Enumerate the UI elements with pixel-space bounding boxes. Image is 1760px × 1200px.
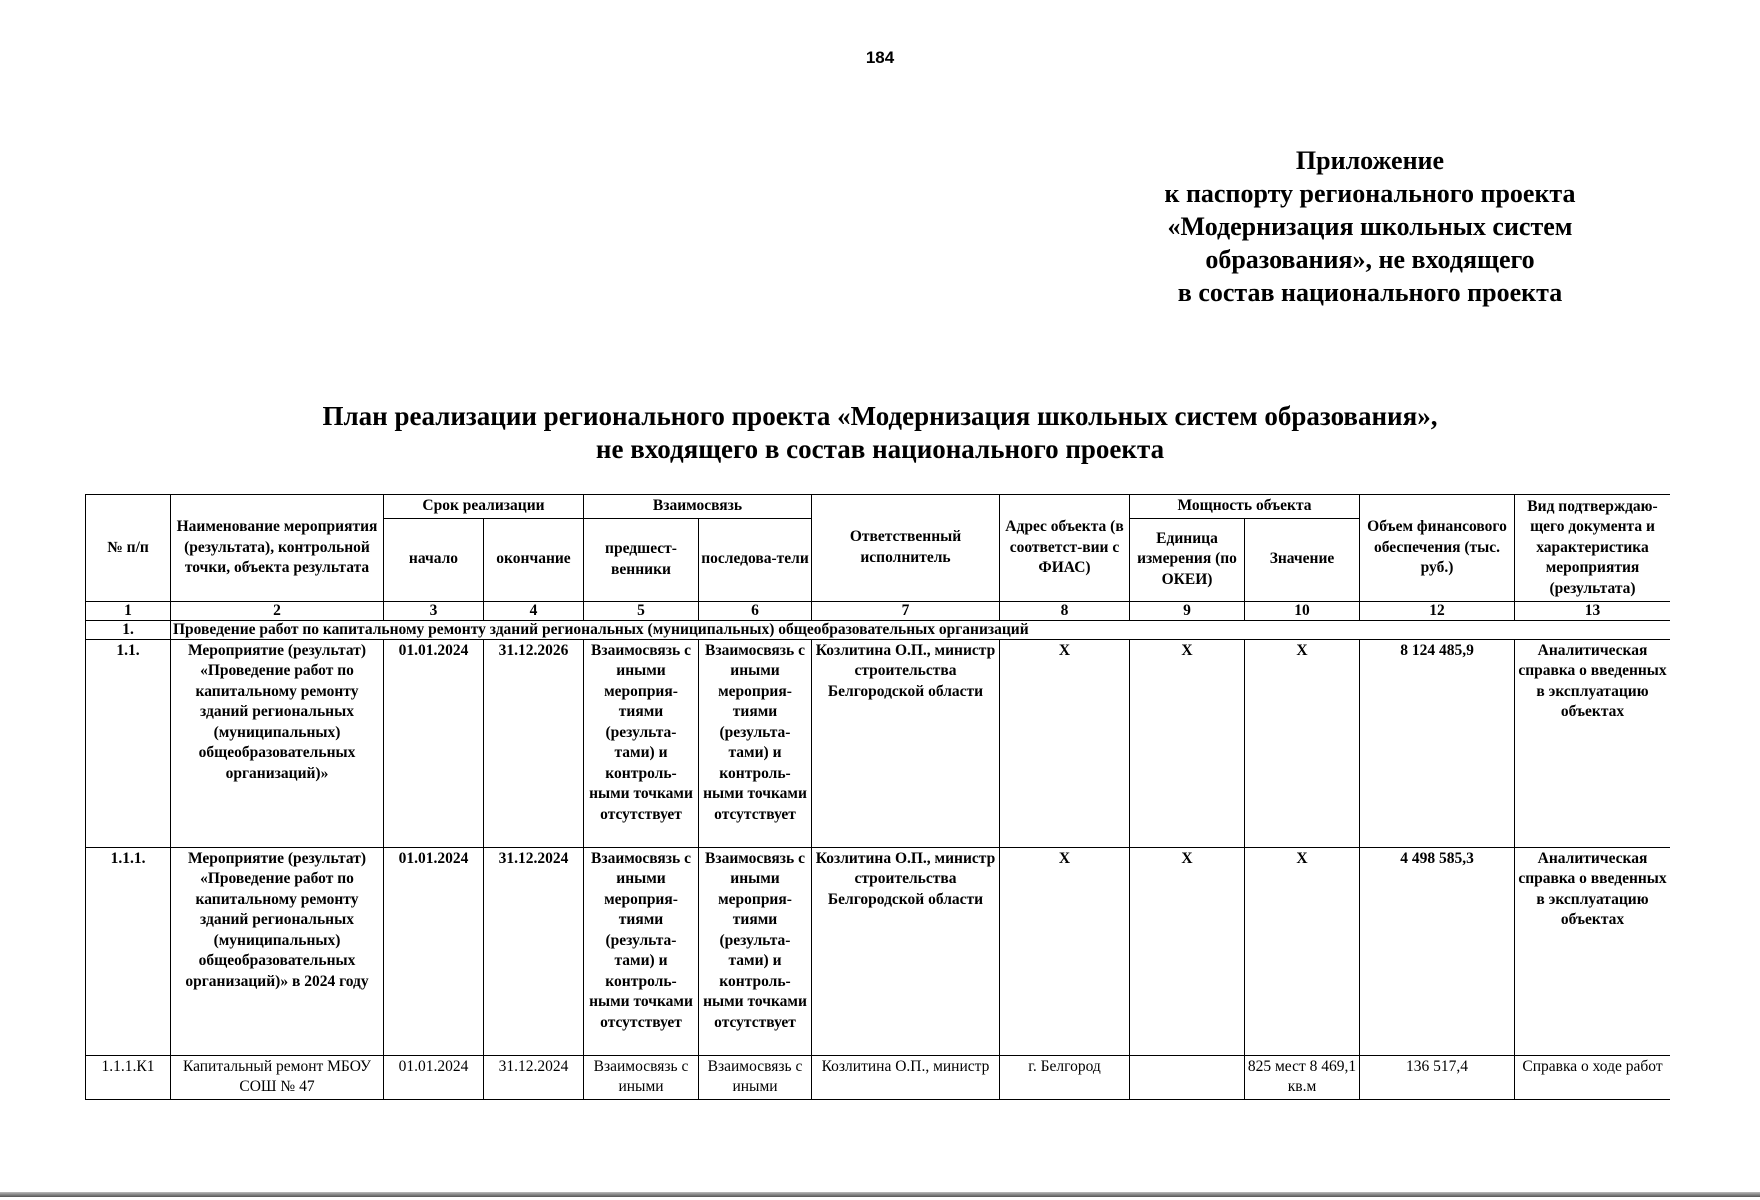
row-unit: X (1130, 847, 1245, 1055)
header-period: Срок реализации (384, 495, 584, 519)
header-address: Адрес объекта (в соответст-вии с ФИАС) (1000, 495, 1130, 602)
row-unit: X (1130, 639, 1245, 847)
row-successors: Взаимосвязь с иными (699, 1055, 812, 1099)
row-responsible: Козлитина О.П., министр (812, 1055, 1000, 1099)
row-value: X (1245, 639, 1360, 847)
header-funding: Объем финансового обеспечения (тыс. руб.) (1360, 495, 1515, 602)
row-num: 1.1. (86, 639, 171, 847)
title-line-1: План реализации регионального проекта «Модернизация школьных систем образования», (322, 401, 1438, 431)
header-start: начало (384, 518, 484, 601)
row-predecessors: Взаимосвязь с иными (584, 1055, 699, 1099)
column-number-row (86, 601, 1671, 620)
row-funding: 8 124 485,9 (1360, 639, 1515, 847)
header-relation: Взаимосвязь (584, 495, 812, 519)
appendix-heading (1120, 144, 1620, 309)
row-doc-type: Аналитическая справка о введенных в эксплуатацию объектах (1515, 639, 1671, 847)
header-name: Наименование мероприятия (результата), контрольной точки, объекта результата (171, 495, 384, 602)
row-predecessors: Взаимосвязь с иными мероприя-тиями (результа-тами) и контроль-ными точками отсутствует (584, 847, 699, 1055)
header-value: Значение (1245, 518, 1360, 601)
section-title: Проведение работ по капитальному ремонту зданий региональных (муниципальных) общеобразовательных организаций (171, 620, 1671, 639)
table-row (86, 1055, 1671, 1099)
header-unit: Единица измерения (по ОКЕИ) (1130, 518, 1245, 601)
row-name: Мероприятие (результат) «Проведение работ по капитальному ремонту зданий региональных (муниципальных) общеобразовательных организаций)» (171, 639, 384, 847)
row-name: Капитальный ремонт МБОУ СОШ № 47 (171, 1055, 384, 1099)
scan-edge-bar (0, 1192, 1760, 1197)
row-address: X (1000, 847, 1130, 1055)
appendix-line: образования», не входящего (1205, 245, 1535, 274)
title-line-2: не входящего в состав национального проекта (595, 434, 1165, 464)
row-responsible: Козлитина О.П., министр строительства Белгородской области (812, 847, 1000, 1055)
column-number: 6 (699, 601, 812, 620)
page-number: 184 (865, 48, 895, 67)
plan-table (85, 494, 1670, 1100)
header-successors: последова-тели (699, 518, 812, 601)
column-number: 2 (171, 601, 384, 620)
section-num: 1. (86, 620, 171, 639)
section-row (86, 620, 1671, 639)
row-end: 31.12.2024 (484, 847, 584, 1055)
header-responsible: Ответственный исполнитель (812, 495, 1000, 602)
column-number: 8 (1000, 601, 1130, 620)
document-title (0, 400, 1760, 466)
row-doc-type: Справка о ходе работ (1515, 1055, 1671, 1099)
row-name: Мероприятие (результат) «Проведение работ по капитальному ремонту зданий региональных (муниципальных) общеобразовательных организаций)» в 2024 году (171, 847, 384, 1055)
column-number: 1 (86, 601, 171, 620)
row-funding: 136 517,4 (1360, 1055, 1515, 1099)
row-start: 01.01.2024 (384, 1055, 484, 1099)
column-number: 12 (1360, 601, 1515, 620)
header-predecessors: предшест-венники (584, 518, 699, 601)
appendix-line: к паспорту регионального проекта (1164, 179, 1576, 208)
row-num: 1.1.1.К1 (86, 1055, 171, 1099)
header-capacity: Мощность объекта (1130, 495, 1360, 519)
table-row (86, 847, 1671, 1055)
header-end: окончание (484, 518, 584, 601)
column-number: 4 (484, 601, 584, 620)
row-successors: Взаимосвязь с иными мероприя-тиями (результа-тами) и контроль-ными точками отсутствует (699, 847, 812, 1055)
table-row (86, 639, 1671, 847)
row-address: X (1000, 639, 1130, 847)
row-start: 01.01.2024 (384, 847, 484, 1055)
row-value: 825 мест 8 469,1 кв.м (1245, 1055, 1360, 1099)
header-num: № п/п (86, 495, 171, 602)
header-doc-type: Вид подтверждаю-щего документа и характеристика мероприятия (результата) (1515, 495, 1671, 602)
row-end: 31.12.2024 (484, 1055, 584, 1099)
plan-table-wrapper (85, 494, 1670, 1104)
row-funding: 4 498 585,3 (1360, 847, 1515, 1055)
row-num: 1.1.1. (86, 847, 171, 1055)
row-predecessors: Взаимосвязь с иными мероприя-тиями (результа-тами) и контроль-ными точками отсутствует (584, 639, 699, 847)
column-number: 9 (1130, 601, 1245, 620)
appendix-line: в состав национального проекта (1177, 278, 1563, 307)
column-number: 13 (1515, 601, 1671, 620)
appendix-line: «Модернизация школьных систем (1167, 212, 1573, 241)
row-end: 31.12.2026 (484, 639, 584, 847)
row-value: X (1245, 847, 1360, 1055)
row-successors: Взаимосвязь с иными мероприя-тиями (результа-тами) и контроль-ными точками отсутствует (699, 639, 812, 847)
column-number: 5 (584, 601, 699, 620)
row-doc-type: Аналитическая справка о введенных в эксплуатацию объектах (1515, 847, 1671, 1055)
row-address: г. Белгород (1000, 1055, 1130, 1099)
column-number: 7 (812, 601, 1000, 620)
column-number: 10 (1245, 601, 1360, 620)
column-number: 3 (384, 601, 484, 620)
appendix-line: Приложение (1295, 146, 1445, 175)
row-start: 01.01.2024 (384, 639, 484, 847)
header-row-1 (86, 495, 1671, 519)
row-responsible: Козлитина О.П., министр строительства Белгородской области (812, 639, 1000, 847)
row-unit (1130, 1055, 1245, 1099)
